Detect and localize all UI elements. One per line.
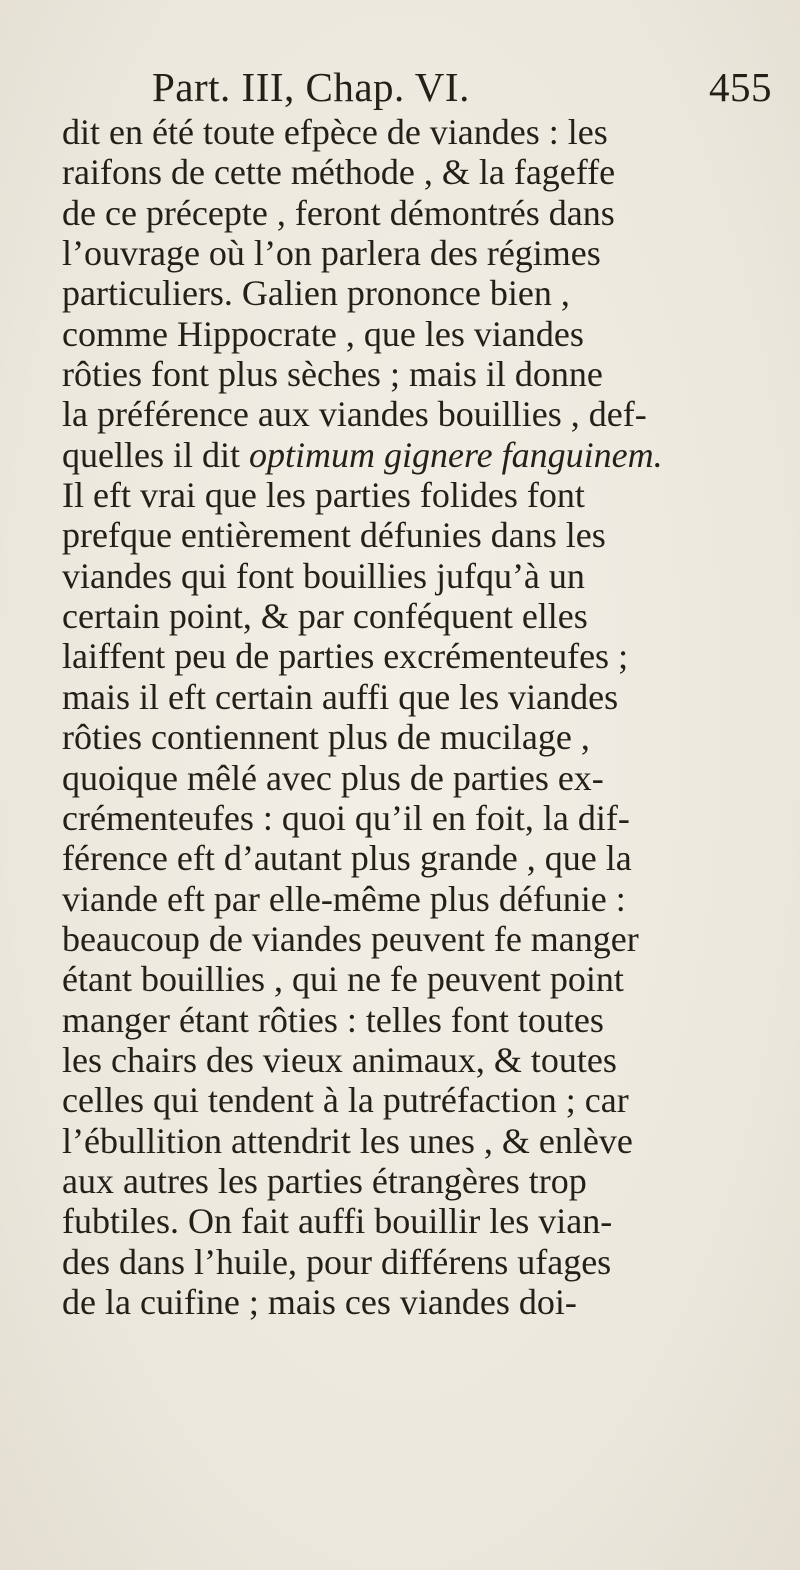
text-line-10: Il eft vrai que les parties folides font: [62, 475, 585, 516]
page-header: [152, 62, 772, 112]
text-line-13: certain point, & par conféquent elles: [62, 596, 588, 637]
text-line-5: particuliers. Galien prononce bien ,: [62, 273, 570, 314]
text-line-1: dit en été toute efpèce de viandes : les: [62, 112, 608, 152]
text-line-25: celles qui tendent à la putréfaction ; car: [62, 1080, 629, 1121]
text-line-7: rôties font plus sèches ; mais il donne: [62, 354, 603, 395]
text-line-4: l’ouvrage où l’on parlera des régimes: [62, 233, 601, 274]
page-number: 455: [709, 64, 772, 110]
text-line-16: rôties contiennent plus de mucilage ,: [62, 717, 590, 758]
text-line-21: beaucoup de viandes peuvent fe manger: [62, 918, 639, 959]
text-line-20: viande eft par elle-même plus défunie :: [62, 878, 626, 919]
running-title: Part. III, Chap. VI.: [152, 64, 470, 110]
text-line-3: de ce précepte , feront démontrés dans: [62, 192, 615, 233]
text-line-17: quoique mêlé avec plus de parties ex-: [62, 757, 604, 798]
text-line-24: les chairs des vieux animaux, & toutes: [62, 1039, 617, 1080]
text-line-30: de la cuifine ; mais ces viandes doi-: [62, 1281, 577, 1322]
text-line-2: raifons de cette méthode , & la fageffe: [62, 152, 616, 193]
text-line-8: la préférence aux viandes bouillies , def-: [62, 394, 647, 435]
text-line-29: des dans l’huile, pour différens ufages: [62, 1241, 612, 1282]
text-line-15: mais il eft certain auffi que les viandes: [62, 676, 619, 717]
text-line-28: fubtiles. On fait auffi bouillir les vian-: [62, 1201, 613, 1242]
text-line-11: prefque entièrement défunies dans les: [62, 515, 606, 556]
latin-quotation: optimum gignere fanguinem.: [248, 434, 663, 475]
text-line-6: comme Hippocrate , que les viandes: [62, 313, 584, 354]
text-line-19: férence eft d’autant plus grande , que la: [62, 838, 632, 879]
text-line-27: aux autres les parties étrangères trop: [62, 1160, 587, 1201]
text-line-23: manger étant rôties : telles font toutes: [62, 999, 604, 1040]
text-line-22: étant bouillies , qui ne fe peuvent point: [62, 959, 624, 1000]
text-line-18: crémenteufes : quoi qu’il en foit, la dif-: [62, 797, 630, 838]
body-text: [62, 112, 772, 1322]
text-line-26: l’ébullition attendrit les unes , & enlève: [62, 1120, 633, 1161]
text-line-14: laiffent peu de parties excrémenteufes ;: [62, 636, 629, 677]
text-line-9: quelles il dit optimum gignere fanguinem.: [62, 434, 663, 475]
text-line-12: viandes qui font bouillies jufqu’à un: [62, 555, 585, 596]
